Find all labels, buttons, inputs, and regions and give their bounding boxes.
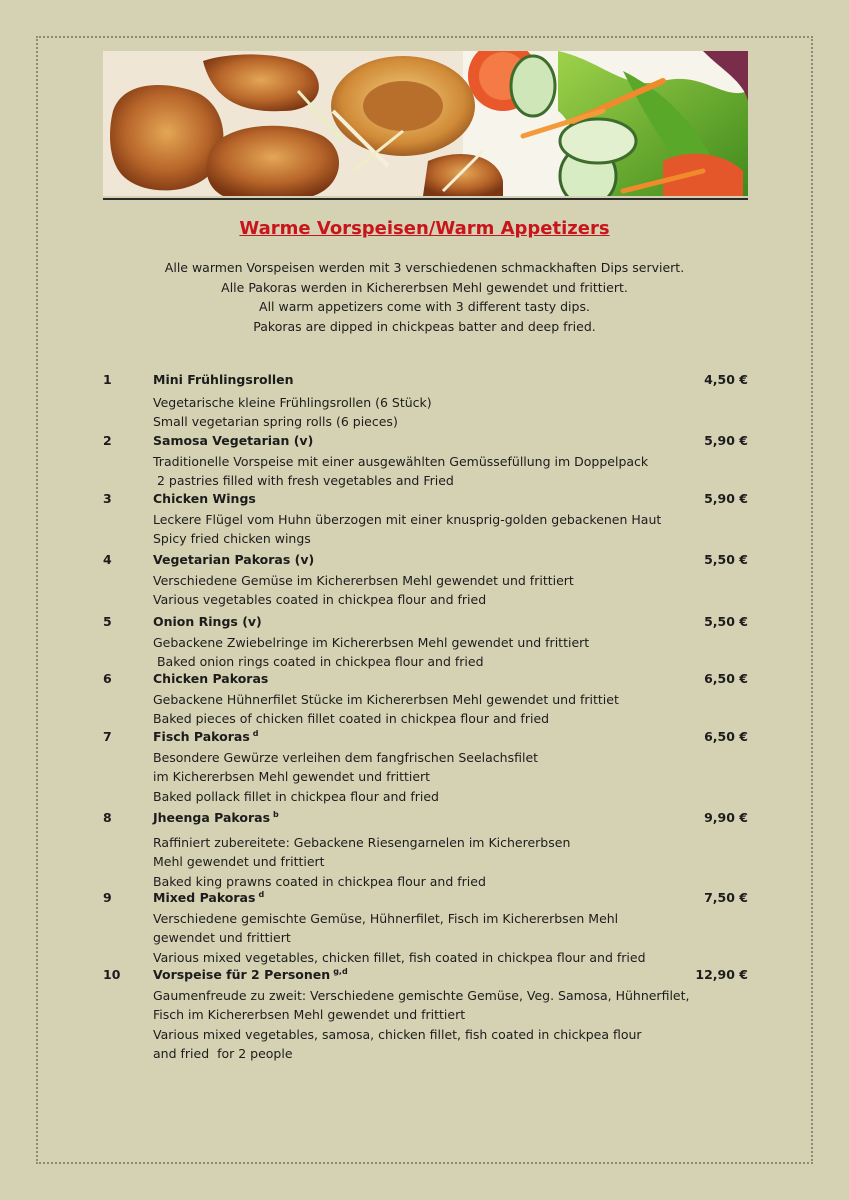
item-description: Gebackene Zwiebelringe im Kichererbsen Mehl gewendet und frittiert Baked onion rings coated in chickpea flour and fried	[153, 635, 590, 670]
item-number: 7	[103, 729, 112, 744]
item-number: 10	[103, 967, 121, 982]
item-number: 4	[103, 552, 112, 567]
item-price: 5,50 €	[704, 552, 748, 567]
intro-line: All warm appetizers come with 3 different tasty dips.	[259, 299, 590, 314]
item-description: Leckere Flügel vom Huhn überzogen mit einer knusprig-golden gebackenen Haut Spicy fried chicken wings	[153, 512, 662, 547]
item-description: Raffiniert zubereitete: Gebackene Riesengarnelen im Kichererbsen Mehl gewendet und frittiert Baked king prawns coated in chickpea flour and fried	[153, 835, 571, 889]
item-name: Onion Rings (v)	[153, 614, 262, 629]
intro-line: Alle Pakoras werden in Kichererbsen Mehl gewendet und frittiert.	[221, 279, 628, 295]
item-price: 6,50 €	[704, 729, 748, 744]
item-description: Vegetarische kleine Frühlingsrollen (6 Stück) Small vegetarian spring rolls (6 pieces)	[153, 395, 432, 430]
item-name: Vorspeise für 2 Personen $^{g,d}$	[153, 967, 348, 983]
item-description: Verschiedene gemischte Gemüse, Hühnerfilet, Fisch im Kichererbsen Mehl gewendet und frittiert Various mixed vegetables, chicken fillet, fish coated in chickpea flour and fried	[153, 911, 646, 965]
item-price: 5,50 €	[704, 614, 748, 629]
item-name: Chicken Wings	[153, 491, 256, 506]
item-name: Fisch Pakoras $^d$	[153, 729, 259, 745]
item-price: 5,90 €	[704, 433, 748, 448]
item-description: Verschiedene Gemüse im Kichererbsen Mehl gewendet und frittiert Various vegetables coated in chickpea flour and fried	[153, 573, 574, 608]
item-price: 7,50 €	[704, 890, 748, 905]
intro-line: Alle warmen Vorspeisen werden mit 3 verschiedenen schmackhaften Dips serviert.	[164, 260, 685, 275]
item-number: 9	[103, 890, 112, 905]
item-description: Gebackene Hühnerfilet Stücke im Kichererbsen Mehl gewendet und frittiet Baked pieces of chicken fillet coated in chickpea flour and fried	[153, 692, 619, 727]
item-name: Mini Frühlingsrollen	[153, 372, 294, 387]
item-number: 6	[103, 671, 112, 686]
item-price: 5,90 €	[704, 491, 748, 506]
item-description: Gaumenfreude zu zweit: Verschiedene gemischte Gemüse, Veg. Samosa, Hühnerfilet, Fisch im Kichererbsen Mehl gewendet und frittiert Various mixed vegetables, samosa, chicken fillet, fish coated in chickpea flour and fried for 2 people	[153, 988, 690, 1061]
item-price: 4,50 €	[704, 372, 748, 387]
item-price: 12,90 €	[695, 967, 748, 982]
item-number: 2	[103, 433, 112, 448]
item-number: 5	[103, 614, 112, 629]
item-number: 3	[103, 491, 112, 506]
item-name: Jheenga Pakoras $^b$	[153, 810, 279, 826]
item-description: Besondere Gewürze verleihen dem fangfrischen Seelachsfilet im Kichererbsen Mehl gewendet und frittiert Baked pollack fillet in chickpea flour and fried	[153, 750, 539, 804]
item-name: Chicken Pakoras	[153, 671, 269, 686]
item-number: 8	[103, 810, 112, 825]
intro-line: Pakoras are dipped in chickpeas batter and deep fried.	[253, 318, 596, 334]
item-name: Mixed Pakoras $^d$	[153, 890, 265, 906]
section-title: Warme Vorspeisen/Warm Appetizers	[239, 218, 610, 239]
item-name: Samosa Vegetarian (v)	[153, 433, 314, 448]
item-description: Traditionelle Vorspeise mit einer ausgewählten Gemüssefüllung im Doppelpack 2 pastries filled with fresh vegetables and Fried	[153, 454, 649, 489]
item-number: 1	[103, 372, 112, 387]
item-price: 9,90 €	[704, 810, 748, 825]
item-name: Vegetarian Pakoras (v)	[153, 552, 315, 567]
item-price: 6,50 €	[704, 671, 748, 686]
